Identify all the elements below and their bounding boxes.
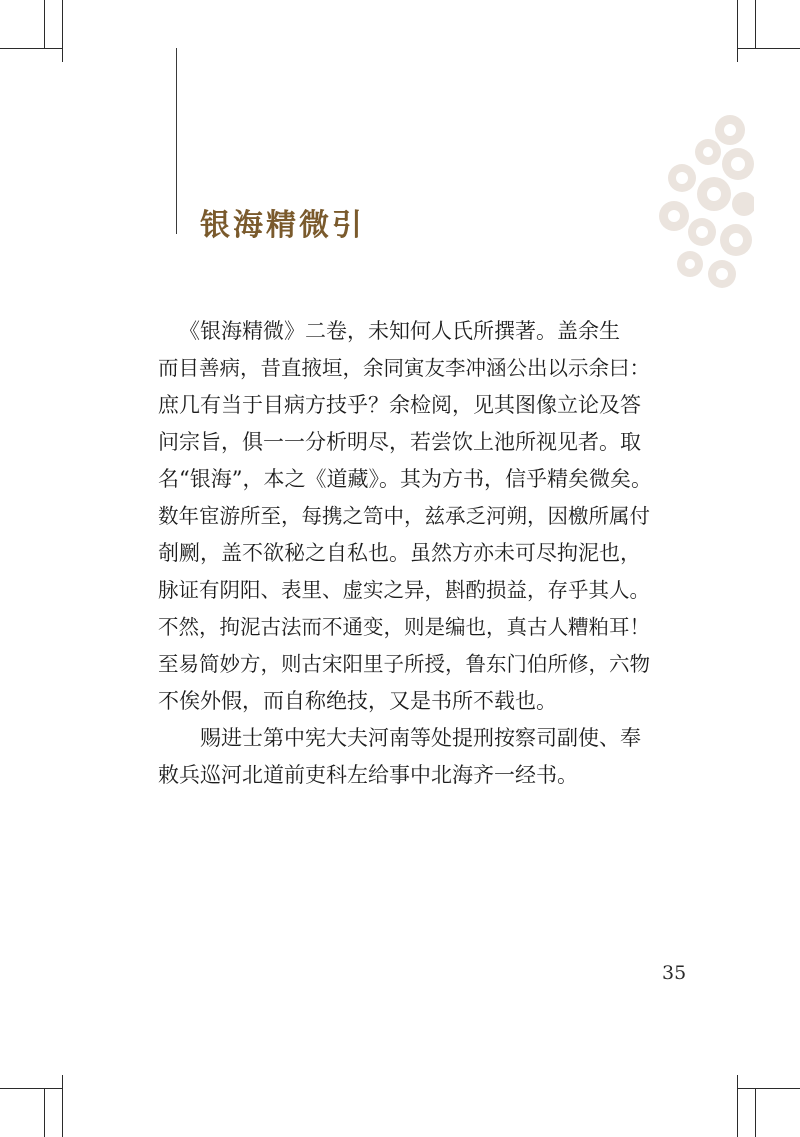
text-line: 脉证有阴阳、表里、虚实之异，斟酌损益，存乎其人。	[158, 578, 650, 602]
crop-mark-top-left-h	[0, 48, 62, 49]
crop-mark-top-right-h	[738, 48, 800, 49]
text-line: 不俟外假，而自称绝技，又是书所不载也。	[158, 689, 557, 713]
text-line: 赐进士第中宪大夫河南等处提刑按察司副使、奉	[200, 726, 641, 750]
page-title: 银海精微引	[200, 208, 365, 243]
text-line: 名“银海”，本之《道藏》。其为方书，信乎精矣微矣。	[158, 467, 652, 491]
crop-mark-bottom-left-v2	[44, 1088, 45, 1137]
crop-mark-top-left-v	[62, 0, 63, 62]
text-line: 剞劂，盖不欲秘之自私也。虽然方亦未可尽拘泥也，	[158, 541, 641, 565]
title-vertical-rule	[176, 48, 177, 234]
crop-mark-bottom-left-v	[62, 1075, 63, 1137]
crop-mark-top-left-v2	[44, 0, 45, 48]
crop-mark-top-right-v	[737, 0, 738, 62]
crop-mark-bottom-right-h	[738, 1088, 800, 1089]
text-line: 敕兵巡河北道前吏科左给事中北海齐一经书。	[158, 763, 578, 787]
text-line: 《银海精微》二卷，未知何人氏所撰著。盖余生	[179, 319, 620, 343]
page-number: 35	[662, 962, 687, 984]
body-text	[158, 313, 658, 794]
paragraph-1	[158, 313, 658, 720]
text-line: 庶几有当于目病方技乎？余检阅，见其图像立论及答	[158, 393, 641, 417]
text-line: 而目善病，昔直掖垣，余同寅友李冲涵公出以示余曰：	[158, 356, 650, 380]
crop-mark-bottom-left-h	[0, 1088, 62, 1089]
paragraph-2	[158, 720, 658, 794]
text-line: 问宗旨，俱一一分析明尽，若尝饮上池所视见者。取	[158, 430, 641, 454]
crop-mark-bottom-right-v	[737, 1075, 738, 1137]
floral-ornament-icon	[652, 108, 754, 290]
text-line: 数年宦游所至，每携之笥中，兹承乏河朔，因檄所属付	[158, 504, 650, 528]
text-line: 不然，拘泥古法而不通变，则是编也，真古人糟粕耳！	[158, 615, 650, 639]
crop-mark-top-right-v2	[755, 0, 756, 48]
crop-mark-bottom-right-v2	[755, 1088, 756, 1137]
text-line: 至易简妙方，则古宋阳里子所授，鲁东门伯所修，六物	[158, 652, 650, 676]
